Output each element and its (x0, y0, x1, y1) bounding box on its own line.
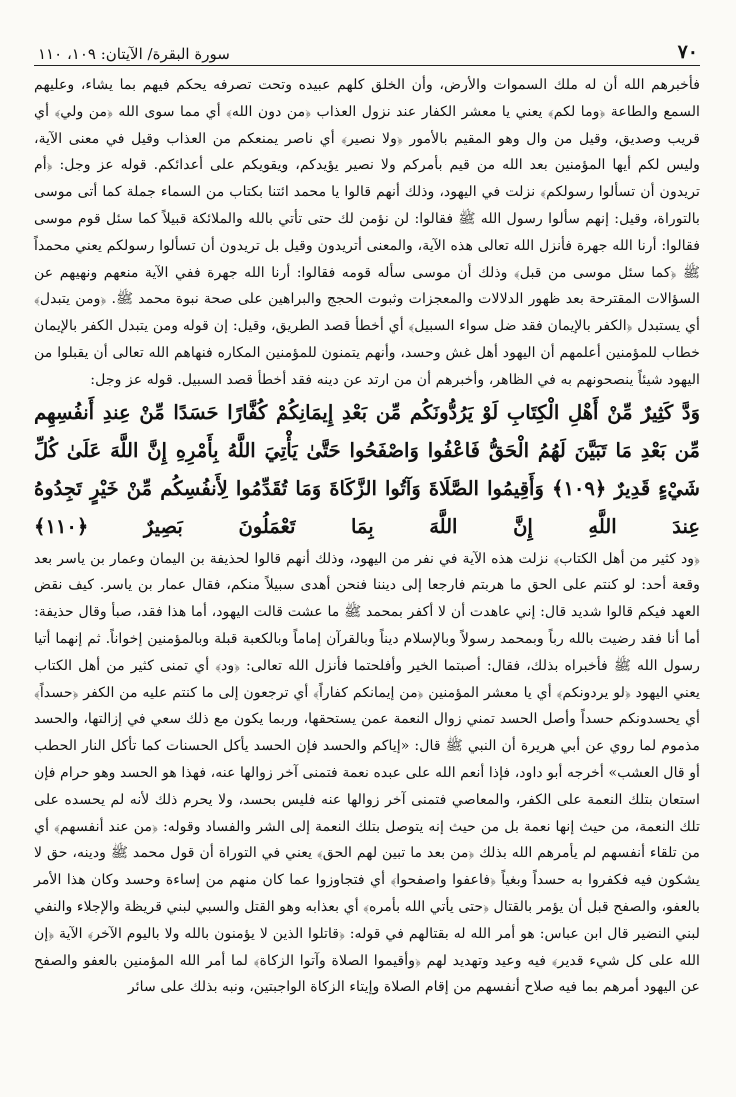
running-title: سورة البقرة/ الآيتان: ١٠٩، ١١٠ (38, 45, 230, 63)
quran-verses: وَدَّ كَثِيرٌ مِّنْ أَهْلِ الْكِتَابِ لَوْ يَرُدُّونَكُم مِّن بَعْدِ إِيمَانِكُمْ كُفَّارًا حَسَدًا مِّنْ عِندِ أَنفُسِهِم مِّن بَعْدِ مَا تَبَيَّنَ لَهُمُ الْحَقُّ فَاعْفُوا وَاصْفَحُوا حَتَّىٰ يَأْتِيَ اللَّهُ بِأَمْرِهِ إِنَّ اللَّهَ عَلَىٰ كُلِّ شَيْءٍ قَدِيرٌ ﴿١٠٩﴾ وَأَقِيمُوا الصَّلَاةَ وَآتُوا الزَّكَاةَ وَمَا تُقَدِّمُوا لِأَنفُسِكُم مِّنْ خَيْرٍ تَجِدُوهُ عِندَ اللَّهِ إِنَّ اللَّهَ بِمَا تَعْمَلُونَ بَصِيرٌ ﴿١١٠﴾ (34, 400, 701, 538)
page-header (34, 34, 700, 66)
commentary-paragraph-2: ﴿ود كثير من أهل الكتاب﴾ نزلت هذه الآية في نفر من اليهود، وذلك أنهم قالوا لحذيفة بن اليمان وعمار بن ياسر بعد وقعة أحد: لو كنتم على الحق ما هربتم فارجعا إلى ديننا فنحن أهدى سبيلاً منكم، فقال عمار بن ياسر. كيف نقض العهد فيكم قالوا شديد قال: إني عاهدت أن لا أكفر بمحمد ﷺ ما عشت قالت اليهود، أما هذا فقد، صبأ وقال حذيفة: أما أنا فقد رضيت بالله رباً وبمحمد رسولاً وبالإسلام ديناً وبالقرآن إماماً وبالكعبة قبلة وبالمؤمنين إخواناً. ثم إنهما أتيا رسول الله ﷺ فأخبراه بذلك، فقال: أصبتما الخير وأفلحتما فأنزل الله تعالى: ﴿ود﴾ أي تمنى كثير من أهل الكتاب يعني اليهود ﴿لو يردونكم﴾ أي يا معشر المؤمنين ﴿من إيمانكم كفاراً﴾ أي ترجعون إلى ما كنتم عليه من الكفر ﴿حسداً﴾ أي يحسدونكم حسداً وأصل الحسد تمني زوال النعمة عمن يستحقها، وربما يكون مع ذلك سعي في إزالتها، والحسد مذموم لما روي عن أبي هريرة أن النبي ﷺ قال: «إياكم والحسد فإن الحسد يأكل الحسنات كما تأكل النار الحطب أو قال العشب» أخرجه أبو داود، فإذا أنعم الله على عبده نعمة فتمنى آخر زوالها عنه، فهذا هو الحسد وهو حرام فإن استعان بتلك النعمة على الكفر، والمعاصي فتمنى آخر زوالها عنه فليس بحسد، ولا يحرم ذلك لأنه لم يحسده على تلك النعمة، من حيث إنها نعمة بل من حيث إنه يتوصل بتلك النعمة إلى الشر والفساد وقوله: ﴿من عند أنفسهم﴾ أي من تلقاء أنفسهم لم يأمرهم الله بذلك ﴿من بعد ما تبين لهم الحق﴾ يعني في التوراة أن قول محمد ﷺ ودينه، حق لا يشكون فيه فكفروا به حسداً وبغياً ﴿فاعفوا واصفحوا﴾ أي فتجاوزوا عما كان منهم من إساءة وحسد وكان هذا الأمر بالعفو، والصفح قبل أن يؤمر بالقتال ﴿حتى يأتي الله بأمره﴾ أي بعذابه وهو القتل والسبي لبني قريظة والإجلاء والنفي لبني النضير قال ابن عباس: هو أمر الله له بقتالهم في قوله: ﴿قاتلوا الذين لا يؤمنون بالله ولا باليوم الآخر﴾ الآية ﴿إن الله على كل شيء قدير﴾ فيه وعيد وتهديد لهم ﴿وأقيموا الصلاة وآتوا الزكاة﴾ لما أمر الله المؤمنين بالعفو والصفح عن اليهود أمرهم بما فيه صلاح أنفسهم من إقام الصلاة وإيتاء الزكاة الواجبتين، ونبه بذلك على سائر (34, 550, 700, 996)
page-number: ٧٠ (677, 41, 698, 63)
body-text (34, 72, 700, 1001)
commentary-paragraph-1: فأخبرهم الله أن له ملك السموات والأرض، وأن الخلق كلهم عبيده وتحت تصرفه يحكم فيهم بما يشاء، وعليهم السمع والطاعة ﴿وما لكم﴾ يعني يا معشر الكفار عند نزول العذاب ﴿من دون الله﴾ أي مما سوى الله ﴿من ولي﴾ أي قريب وصديق، وقيل من وال وهو المقيم بالأمور ﴿ولا نصير﴾ أي ناصر يمنعكم من العذاب وقيل في معنى الآية، وليس لكم أيها المؤمنين بعد الله من قيم بأمركم ولا نصير يؤيدكم، ويقويكم على أعدائكم. قوله عز وجل: ﴿أم تريدون أن تسألوا رسولكم﴾ نزلت في اليهود، وذلك أنهم قالوا يا محمد ائتنا بكتاب من السماء جملة كما أتى موسى بالتوراة، وقيل: إنهم سألوا رسول الله ﷺ فقالوا: لن نؤمن لك حتى تأتي بالله والملائكة قبيلاً كما سئل قوم موسى فقالوا: أرنا الله جهرة فأنزل الله تعالى هذه الآية، والمعنى أتريدون وقيل بل تريدون أن تسألوا رسولكم يعني محمداً ﷺ ﴿كما سئل موسى من قبل﴾ وذلك أن موسى سأله قومه فقالوا: أرنا الله جهرة ففي الآية منعهم ونهيهم عن السؤالات المقترحة بعد ظهور الدلالات والمعجزات وثبوت الحجج والبراهين على صحة نبوة محمد ﷺ. ﴿ومن يتبدل﴾ أي يستبدل ﴿الكفر بالإيمان فقد ضل سواء السبيل﴾ أي أخطأ قصد الطريق، وقيل: إن قوله ومن يتبدل الكفر بالإيمان خطاب للمؤمنين أعلمهم أن اليهود أهل غش وحسد، وأنهم يتمنون للمؤمنين المكاره فنهاهم الله تعالى أن يقبلوا من اليهود شيئاً ينصحونهم به في الظاهر، وأخبرهم أن من ارتد عن دينه فقد أخطأ قصد السبيل. قوله عز وجل: (34, 77, 700, 388)
